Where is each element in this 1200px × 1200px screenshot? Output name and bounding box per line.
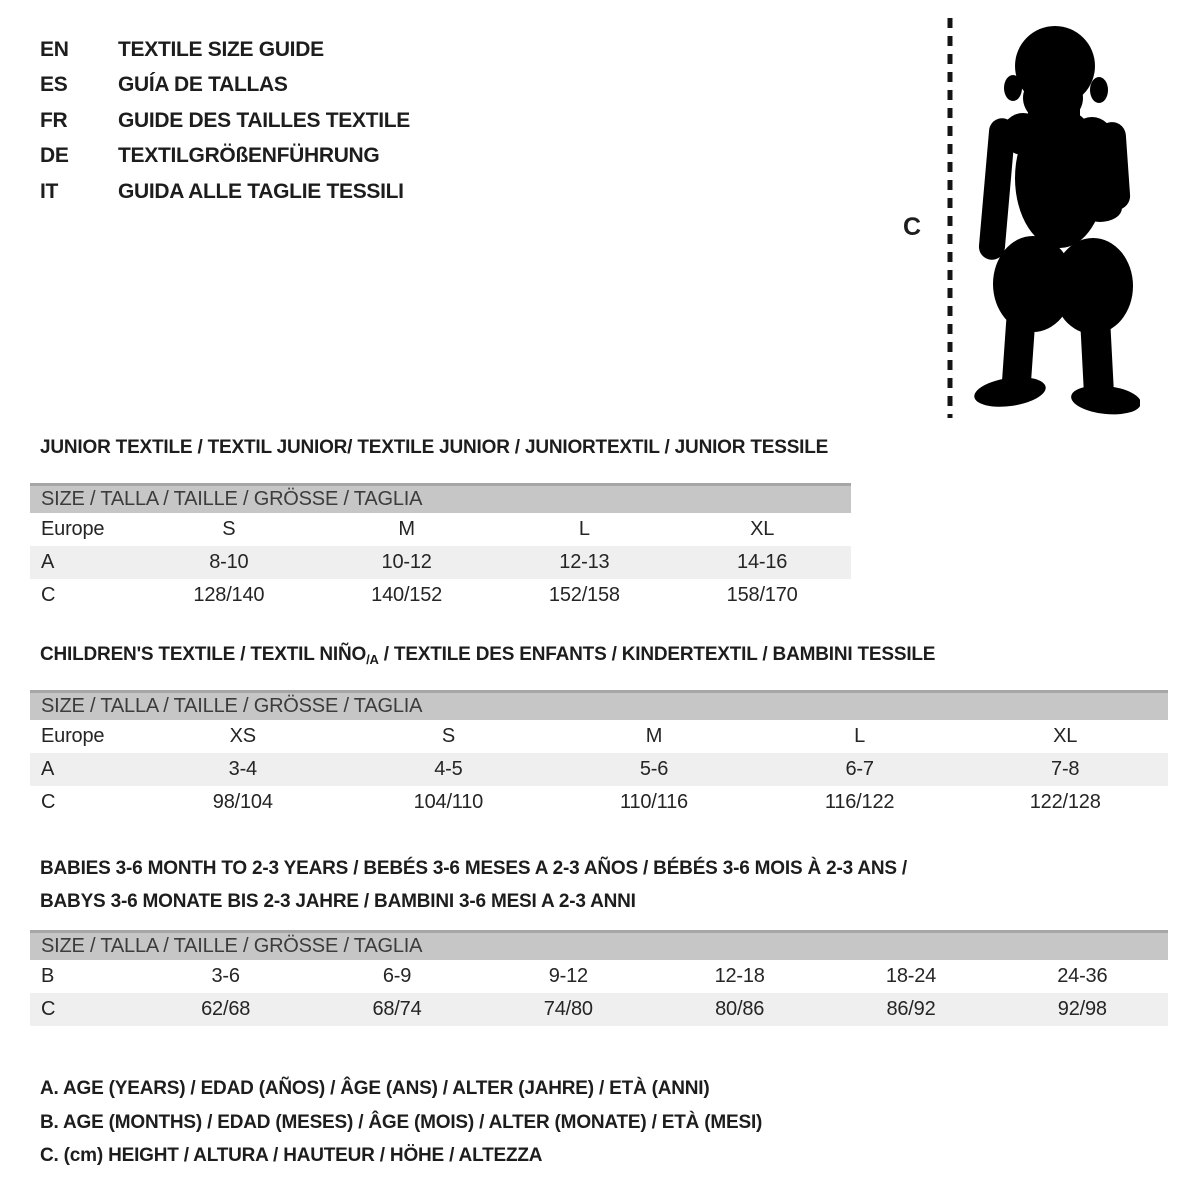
babies-title-line1: BABIES 3-6 MONTH TO 2-3 YEARS / BEBÉS 3-6 MESES A 2-3 AÑOS / BÉBÉS 3-6 MOIS À 2-3 ANS / <box>40 858 908 879</box>
table-cell: 7-8 <box>1051 758 1080 780</box>
table-header-size: SIZE / TALLA / TAILLE / GRÖSSE / TAGLIA <box>30 483 851 513</box>
table-row <box>30 960 1168 993</box>
language-title-list <box>40 32 410 209</box>
table-cell: 128/140 <box>193 584 265 606</box>
language-row <box>40 174 410 209</box>
table-cell: 6-9 <box>382 965 412 987</box>
row-label: Europe <box>41 725 105 747</box>
junior-section-title: JUNIOR TEXTILE / TEXTIL JUNIOR/ TEXTILE JUNIOR / JUNIORTEXTIL / JUNIOR TESSILE <box>40 437 829 458</box>
junior-size-table <box>30 483 851 612</box>
table-cell: 86/92 <box>886 998 936 1020</box>
table-cell: 152/158 <box>548 584 620 606</box>
legend-line-a: A. AGE (YEARS) / EDAD (AÑOS) / ÂGE (ANS) / ALTER (JAHRE) / ETÀ (ANNI) <box>40 1078 710 1099</box>
guide-title: TEXTILE SIZE GUIDE <box>118 38 324 61</box>
table-cell: 158/170 <box>726 584 798 606</box>
language-row <box>40 32 410 67</box>
language-code: FR <box>40 108 68 132</box>
table-cell: 4-5 <box>434 758 463 780</box>
table-row <box>30 720 1168 753</box>
table-cell: 116/122 <box>824 791 895 813</box>
table-cell: 110/116 <box>620 791 688 813</box>
table-cell: 14-16 <box>737 551 788 573</box>
row-label: C <box>41 584 56 606</box>
table-row <box>30 993 1168 1026</box>
size-column-header: S <box>222 518 236 540</box>
table-cell: 104/110 <box>413 791 484 813</box>
size-column-header: L <box>854 725 866 747</box>
row-label: C <box>41 998 56 1020</box>
size-column-header: L <box>578 518 590 540</box>
row-label: A <box>41 758 55 780</box>
babies-section-title <box>40 852 907 918</box>
table-row <box>30 753 1168 786</box>
table-cell: 122/128 <box>1029 791 1101 813</box>
row-label: Europe <box>41 518 105 540</box>
children-section-title <box>40 644 935 667</box>
babies-title-line2: BABYS 3-6 MONATE BIS 2-3 JAHRE / BAMBINI 3-6 MESI A 2-3 ANNI <box>40 891 636 912</box>
guide-title: GUIDA ALLE TAGLIE TESSILI <box>118 179 404 203</box>
table-cell: 12-18 <box>714 965 765 987</box>
table-row <box>30 513 851 546</box>
height-measure-label: C <box>903 213 922 241</box>
table-cell: 8-10 <box>209 551 249 573</box>
table-cell: 9-12 <box>548 965 588 987</box>
guide-title: GUIDE DES TAILLES TEXTILE <box>118 108 410 132</box>
table-cell: 18-24 <box>885 965 937 987</box>
children-title-pre: CHILDREN'S TEXTILE / TEXTIL NIÑO <box>40 644 367 665</box>
table-cell: 6-7 <box>845 758 874 780</box>
table-cell: 10-12 <box>381 551 432 573</box>
table-cell: 80/86 <box>715 998 765 1020</box>
table-cell: 140/152 <box>371 584 443 606</box>
size-column-header: S <box>441 725 455 747</box>
size-column-header: XL <box>750 518 775 540</box>
table-cell: 3-6 <box>211 965 240 987</box>
row-label: A <box>41 551 55 573</box>
table-cell: 74/80 <box>543 998 593 1020</box>
table-cell: 98/104 <box>212 791 273 813</box>
size-column-header: M <box>645 725 663 747</box>
row-label: C <box>41 791 56 813</box>
table-cell: 92/98 <box>1057 998 1107 1020</box>
children-title-sub: /A <box>366 652 379 667</box>
size-column-header: M <box>398 518 415 540</box>
table-row <box>30 546 851 579</box>
language-code: IT <box>40 179 59 203</box>
table-row <box>30 579 851 612</box>
table-cell: 3-4 <box>228 758 257 780</box>
children-title-post: / TEXTILE DES ENFANTS / KINDERTEXTIL / BAMBINI TESSILE <box>378 644 936 665</box>
height-measure-line <box>946 18 954 418</box>
language-row <box>40 67 410 102</box>
babies-size-table <box>30 930 1168 1026</box>
legend-line-c: C. (cm) HEIGHT / ALTURA / HAUTEUR / HÖHE / ALTEZZA <box>40 1145 543 1166</box>
table-cell: 68/74 <box>372 998 422 1020</box>
table-cell: 5-6 <box>639 758 669 780</box>
language-row <box>40 138 410 173</box>
guide-title: GUÍA DE TALLAS <box>118 73 288 97</box>
table-row <box>30 786 1168 819</box>
legend-line-b: B. AGE (MONTHS) / EDAD (MESES) / ÂGE (MOIS) / ALTER (MONATE) / ETÀ (MESI) <box>40 1111 763 1133</box>
guide-title: TEXTILGRÖßENFÜHRUNG <box>118 144 380 168</box>
toddler-silhouette-icon <box>968 16 1140 420</box>
table-header-size: SIZE / TALLA / TAILLE / GRÖSSE / TAGLIA <box>30 690 1168 720</box>
size-column-header: XL <box>1053 725 1078 747</box>
measurement-legend <box>40 1072 762 1173</box>
children-size-table <box>30 690 1168 819</box>
language-code: EN <box>40 38 69 61</box>
table-cell: 62/68 <box>201 998 251 1020</box>
size-column-header: XS <box>229 725 256 747</box>
row-label: B <box>41 965 55 987</box>
language-code: DE <box>40 144 69 168</box>
table-cell: 24-36 <box>1057 965 1108 987</box>
table-cell: 12-13 <box>559 551 610 573</box>
language-code: ES <box>40 73 68 97</box>
language-row <box>40 103 410 138</box>
table-header-size: SIZE / TALLA / TAILLE / GRÖSSE / TAGLIA <box>30 930 1168 960</box>
